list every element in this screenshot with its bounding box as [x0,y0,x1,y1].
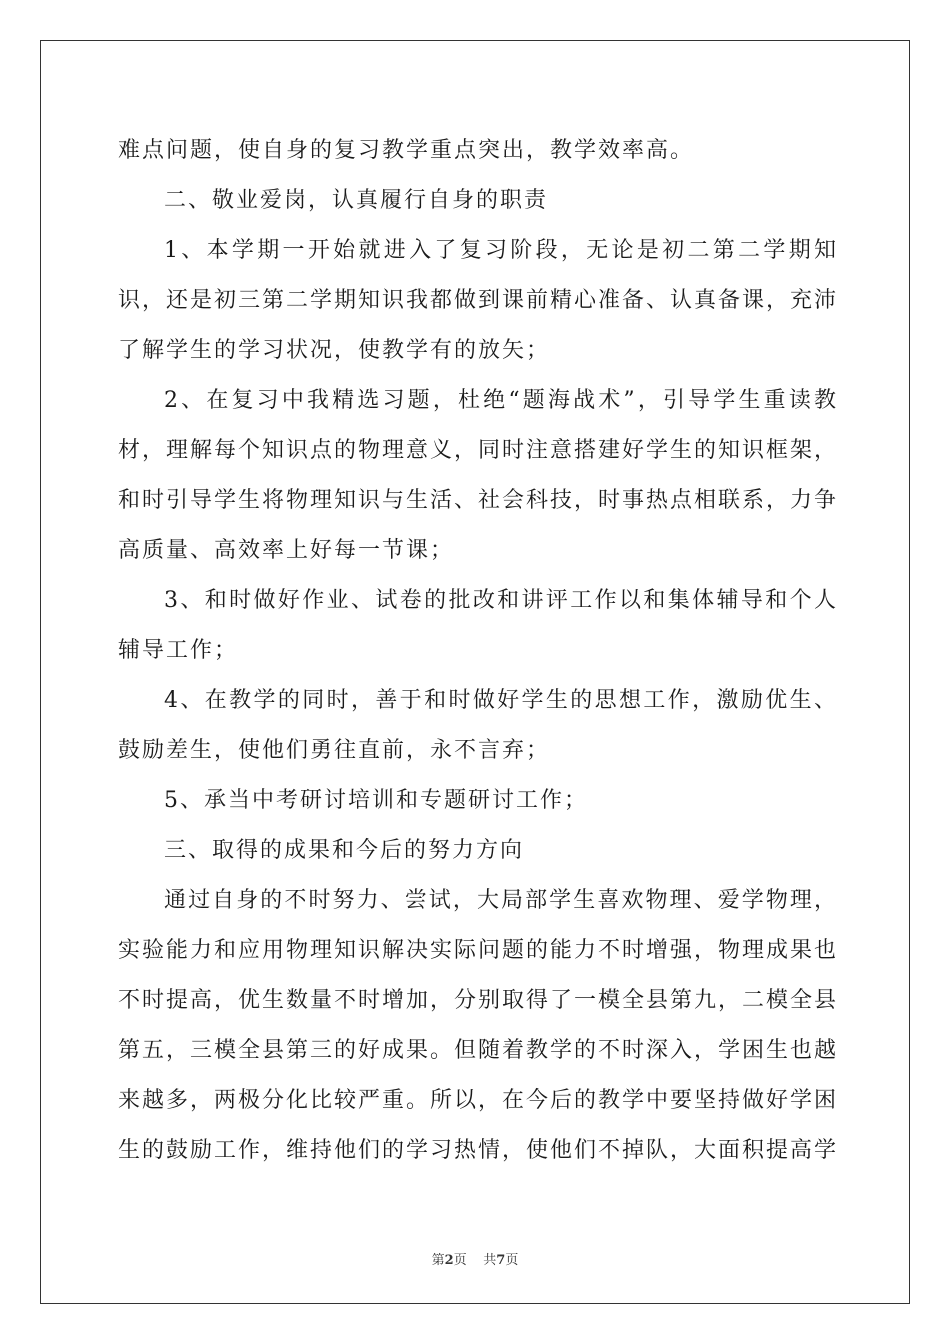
section-heading-2: 二、敬业爱岗，认真履行自身的职责 [164,188,549,213]
page-prefix: 第 [431,1253,445,1268]
page-suffix: 页 [453,1253,467,1268]
document-body [118,126,838,1176]
paragraph: 2、在复习中我精选习题，杜绝“题海战术”，引导学生重读教材，理解每个知识点的物理意义，同时注意搭建好学生的知识框架，和时引导学生将物理知识与生活、社会科技，时事热点相联系，力争高质量、高效率上好每一节课； [118,388,839,563]
paragraph: 通过自身的不时努力、尝试，大局部学生喜欢物理、爱学物理，实验能力和应用物理知识解决实际问题的能力不时增强，物理成果也不时提高，优生数量不时增加，分别取得了一模全县第九，二模全县第五，三模全县第三的好成果。但随着教学的不时深入，学困生也越来越多，两极分化比较严重。所以，在今后的教学中要坚持做好学困生的鼓励工作，维持他们的学习热情，使他们不掉队，大面积提高学 [118,888,839,1163]
paragraph: 1、本学期一开始就进入了复习阶段，无论是初二第二学期知识，还是初三第二学期知识我都做到课前精心准备、认真备课，充沛了解学生的学习状况，使教学有的放矢； [118,238,839,363]
total-pages: 7 [496,1253,506,1268]
paragraph: 5、承当中考研讨培训和专题研讨工作； [164,788,588,813]
page-footer [0,1249,950,1268]
section-heading-3: 三、取得的成果和今后的努力方向 [164,838,525,863]
paragraph: 难点问题，使自身的复习教学重点突出，教学效率高。 [118,138,695,163]
page-number: 2 [444,1253,454,1268]
paragraph: 4、在教学的同时，善于和时做好学生的思想工作，激励优生、鼓励差生，使他们勇往直前，永不言弃； [118,688,838,763]
total-prefix: 共 [483,1253,497,1268]
paragraph: 3、和时做好作业、试卷的批改和讲评工作以和集体辅导和个人辅导工作； [118,588,838,663]
total-suffix: 页 [505,1253,519,1268]
